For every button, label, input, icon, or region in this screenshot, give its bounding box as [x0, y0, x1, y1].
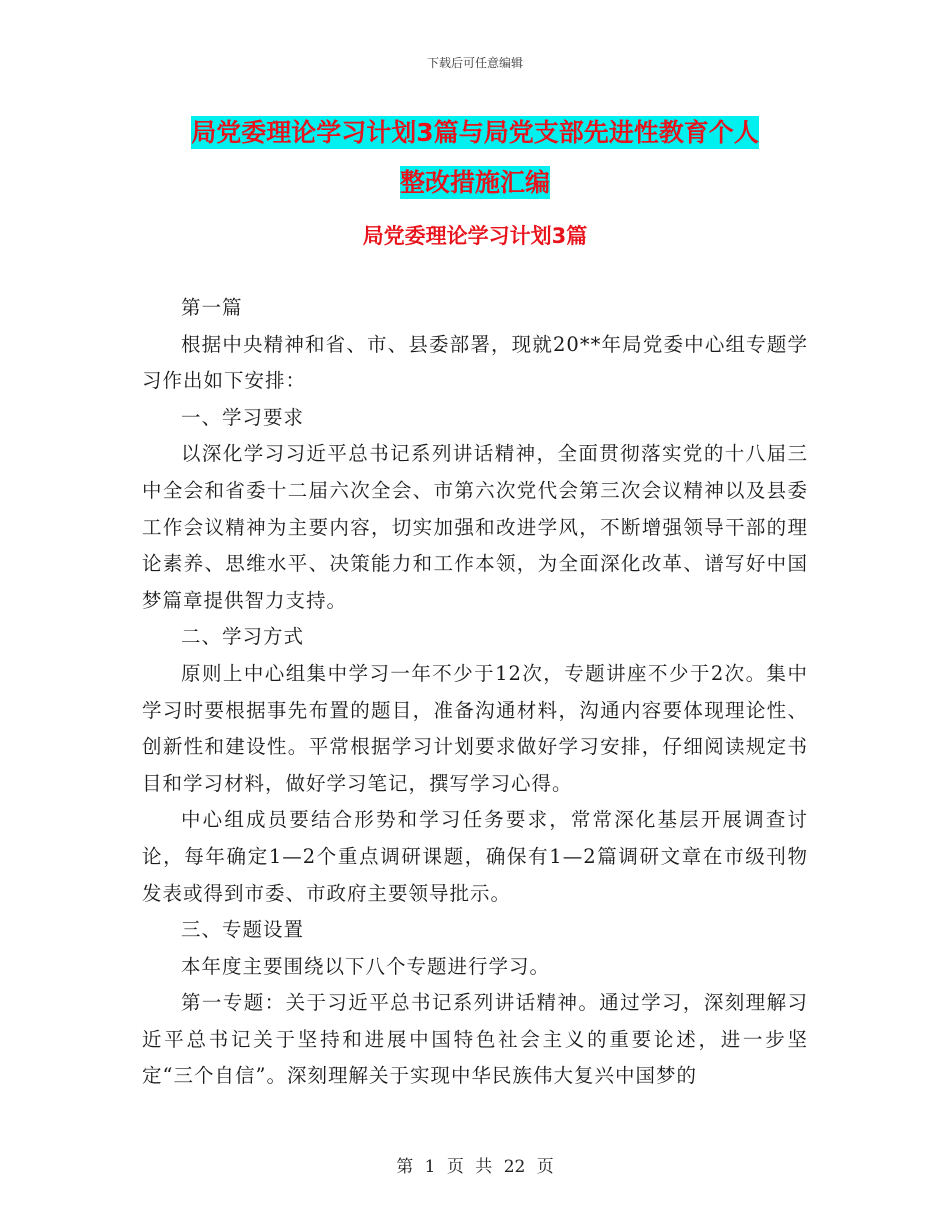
- document-body: [142, 290, 808, 1095]
- paragraph-study-requirements: 以深化学习习近平总书记系列讲话精神，全面贯彻落实党的十八届三中全会和省委十二届六次全会、市第六次党代会第三次会议精神以及县委工作会议精神为主要内容，切实加强和改进学风，不断增强领导干部的理论素养、思维水平、决策能力和工作本领，为全面深化改革、谱写好中国梦篇章提供智力支持。: [142, 442, 808, 612]
- header-note: 下载后可任意编辑: [426, 56, 523, 70]
- paragraph-topic-intro: 本年度主要围绕以下八个专题进行学习。: [181, 954, 551, 978]
- heading-study-requirements: 一、学习要求: [181, 405, 305, 429]
- paragraph-study-methods: 原则上中心组集中学习一年不少于12次，专题讲座不少于2次。集中学习时要根据事先布置的题目，准备沟通材料，沟通内容要体现理论性、创新性和建设性。平常根据学习计划要求做好学习安排，仔细阅读规定书目和学习材料，做好学习笔记，撰写学习心得。: [142, 661, 808, 795]
- paragraph-topic-one: 第一专题：关于习近平总书记系列讲话精神。通过学习，深刻理解习近平总书记关于坚持和进展中国特色社会主义的重要论述，进一步坚定“三个自信”。深刻理解关于实现中华民族伟大复兴中国梦的: [142, 991, 808, 1088]
- main-title-line-1: 局党委理论学习计划3篇与局党支部先进性教育个人: [191, 118, 759, 147]
- section-title: 局党委理论学习计划3篇: [362, 224, 588, 248]
- paragraph-part-heading: 第一篇: [181, 296, 243, 319]
- main-title-line-2: 整改措施汇编: [399, 168, 550, 197]
- paragraph-research: 中心组成员要结合形势和学习任务要求，常常深化基层开展调查讨论，每年确定1—2个重点调研课题，确保有1—2篇调研文章在市级刊物发表或得到市委、市政府主要领导批示。: [142, 808, 808, 905]
- page-footer: 第 1 页 共 22 页: [396, 1157, 554, 1177]
- main-title: [140, 108, 810, 208]
- paragraph-intro: 根据中央精神和省、市、县委部署，现就20**年局党委中心组专题学习作出如下安排：: [142, 332, 808, 393]
- heading-study-methods: 二、学习方式: [181, 625, 305, 649]
- heading-topic-settings: 三、专题设置: [181, 918, 305, 942]
